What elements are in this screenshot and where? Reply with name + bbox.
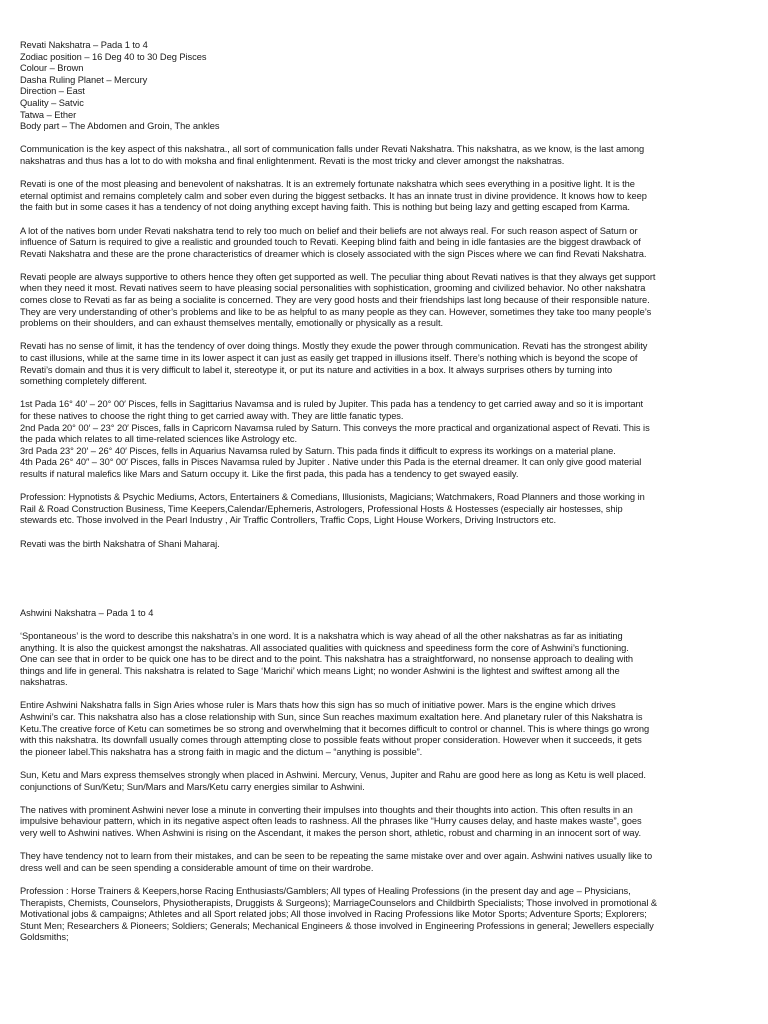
text-line: nakshatras. — [20, 677, 68, 688]
section-spacer — [20, 562, 746, 608]
text-line: They have tendency not to learn from their mistakes, and can be seen to be repeating the same mistake over and over again. Ashwini natives usually like to — [20, 851, 653, 862]
text-line: dress well and can be seen spending a considerable amount of time on their wardrobe. — [20, 862, 374, 873]
text-line: conjunctions of Sun/Ketu; Sun/Mars and Mars/Ketu carry energies similar to Ashwini. — [20, 781, 365, 792]
text-line: impulsive behaviour pattern, which in its negative aspect often leads to rashness. All the phrases like “Hurry causes delay, and haste makes waste”, goes — [20, 816, 642, 827]
text-line: Rail & Road Construction Business, Time Keepers,Calendar/Ephemeris, Astrologers, Professional Hosts & Hostesses (especially air hostesses, ship — [20, 503, 623, 514]
text-line: with this nakshatra. Its downfall usually comes through attempting close to possible feats without proper consideration. However when it succeeds, it gets — [20, 735, 642, 746]
text-line: The natives with prominent Ashwini never lose a minute in converting their impulses into thoughts and their thoughts into action. This often results in an — [20, 804, 633, 815]
header-line: Tatwa – Ether — [20, 109, 77, 120]
header-line: Direction – East — [20, 86, 85, 97]
paragraph — [20, 886, 746, 944]
header-line: Dasha Ruling Planet – Mercury — [20, 74, 148, 85]
text-line: Revati was the birth Nakshatra of Shani Maharaj. — [20, 538, 220, 549]
text-line: They are very understanding of other’s problems and like to be as helpful to as many people as they can. However, sometimes they take too many people’s — [20, 306, 652, 317]
text-line: ‘Spontaneous’ is the word to describe this nakshatra’s in one word. It is a nakshatra which is way ahead of all the other nakshatras as far as initiating — [20, 630, 623, 641]
text-line: Revati Nakshatra and these are the prone characteristics of dreamer which is closely associated with the sign Pisces where we can find Revati Nakshatra. — [20, 248, 647, 259]
paragraph — [20, 179, 746, 214]
paragraph — [20, 851, 746, 874]
text-line: Stunt Men; Researchers & Pioneers; Soldiers; Generals; Mechanical Engineers & those involved in Engineering Professions in general; Jewellers especially — [20, 920, 654, 931]
revati-header-block — [20, 40, 746, 133]
text-line: very well to Ashwini natives. When Ashwini is rising on the Ascendant, it makes the person short, athletic, robust and charming in an innocent sort of way. — [20, 828, 641, 838]
text-line: Revati has no sense of limit, it has the tendency of over doing things. Mostly they exude the power through communication. Revati has the strongest ability — [20, 341, 648, 352]
text-line: anything. It is also the quickest amongst the nakshatras. All associated qualities with quickness and speediness form the core of Ashwini’s functioning. — [20, 642, 629, 653]
text-line: Revati people are always supportive to others hence they often get supported as well. The peculiar thing about Revati natives is that they always get support — [20, 271, 656, 282]
paragraph — [20, 226, 746, 261]
text-line: Entire Ashwini Nakshatra falls in Sign Aries whose ruler is Mars thats how this sign has so much of initiative power. Mars is the engine which drives — [20, 700, 616, 711]
text-line: for these natives to choose the right thing to get carried away with. They are little fanatic types. — [20, 411, 404, 421]
document-body — [20, 40, 746, 956]
text-line: stewards etc. Those involved in the Pearl Industry , Air Traffic Controllers, Traffic Cops, Light House Workers, Driving Instructors etc. — [20, 515, 557, 526]
text-line: One can see that in order to be quick one has to be direct and to the point. This nakshatra has a straightforward, no nonsense approach to dealing with — [20, 654, 633, 665]
text-line: 1st Pada 16° 40′ – 20° 00′ Pisces, fells in Sagittarius Navamsa and is ruled by Jupiter. This pada has a tendency to get carried away and so it is important — [20, 399, 644, 410]
paragraph — [20, 399, 746, 480]
text-line: something completely different. — [20, 376, 147, 387]
text-line: things and life in general. This nakshatra is related to Sage ‘Marichi’ which means Light; no wonder Ashwini is the lightest and swiftest among all the — [20, 665, 620, 676]
text-line: nakshatras and thus has a lot to do with moksha and final enlightenment. Revati is the most tricky and clever amongst the nakshatras. — [20, 155, 565, 166]
text-line: Sun, Ketu and Mars express themselves strongly when placed in Ashwini. Mercury, Venus, Jupiter and Rahu are good here as long as Ketu is well placed. — [20, 770, 646, 781]
text-line: Revati is one of the most pleasing and benevolent of nakshatras. It is an extremely fortunate nakshatra which sees everything in a positive light. It is the — [20, 179, 635, 190]
text-line: Profession: Hypnotists & Psychic Mediums, Actors, Entertainers & Comedians, Illusionists, Magicians; Watchmakers, Road Planners and those working in — [20, 492, 645, 503]
text-line: the pada which relates to all time-related sciences like Astrology etc. — [20, 434, 298, 445]
header-line: Quality – Satvic — [20, 97, 84, 108]
text-line: the pioneer label.This nakshatra has a strong faith in magic and the dictum – “anything is possible”. — [20, 746, 423, 757]
text-line: problems on their shoulders, and can exhaust themselves mentally, emotionally or physically as a result. — [20, 318, 444, 329]
text-line: Communication is the key aspect of this nakshatra., all sort of communication falls under Revati Nakshatra. This nakshatra, as we know, is the last among — [20, 144, 645, 155]
text-line: Ashwini’s car. This nakshatra also has a close relationship with Sun, since Sun reaches maximum exaltation here. And planetary ruler of this Nakshatra is — [20, 712, 643, 723]
header-line: Body part – The Abdomen and Groin, The ankles — [20, 121, 220, 132]
text-line: eternal optimist and remains completely calm and sober even during the biggest setbacks. It has an innate trust in divine providence. It knows how to keep — [20, 190, 647, 201]
text-line: Goldsmiths; — [20, 932, 69, 943]
text-line: when they need it most. Revati natives seem to have pleasing social personalities with sophistication, grooming and civilized behavior. No other nakshatra — [20, 283, 646, 294]
paragraph — [20, 539, 746, 551]
text-line: comes close to Revati as far as being a socialite is concerned. They are very good hosts and their friendships last long because of their responsible nature. — [20, 295, 650, 306]
header-line: Colour – Brown — [20, 63, 84, 74]
paragraph — [20, 144, 746, 167]
text-line: Ketu.The creative force of Ketu can sometimes be so strong and overwhelming that it becomes difficult to control or channel. This is where things go wrong — [20, 723, 650, 734]
ashwini-section — [20, 631, 746, 944]
paragraph — [20, 805, 746, 840]
text-line: results if natural malefics like Mars and Saturn occupy it. Like the first pada, this pada has a tendency to get swayed easily. — [20, 468, 519, 479]
text-line: influence of Saturn is required to give a realistic and grounded touch to Revati. Keeping blind faith and being in idle fantasies are the biggest drawback of — [20, 237, 641, 248]
text-line: 4th Pada 26° 40″ – 30° 00′ Pisces, falls in Pisces Navamsa ruled by Jupiter . Native under this Pada is the eternal dreamer. It can only give good material — [20, 457, 642, 468]
text-line: Therapists, Chemists, Counselors, Physiotherapists, Druggists & Surgeons); MarriageCounselors and Childbirth Specialists; Those involved in promotional & — [20, 897, 658, 908]
text-line: Motivational jobs & campaigns; Athletes and all Sport related jobs; All those involved in Racing Professions like Motor Sports; Adventure Sports; Explorers; — [20, 909, 647, 920]
ashwini-header-block — [20, 608, 746, 620]
paragraph — [20, 272, 746, 330]
text-line: Revati’s domain and thus it is very difficult to label it, stereotype it, or put its nature and activities in a box. It always surprises others by turning into — [20, 364, 613, 375]
revati-section — [20, 144, 746, 550]
text-line: 3rd Pada 23° 20′ – 26° 40′ Pisces, fells in Aquarius Navamsa ruled by Saturn. This pada finds it difficult to express its workings on a material plane. — [20, 445, 616, 456]
paragraph — [20, 631, 746, 689]
paragraph — [20, 341, 746, 387]
text-line: 2nd Pada 20° 00′ – 23° 20′ Pisces, falls in Capricorn Navamsa ruled by Saturn. This conveys the more practical and organizational aspect of Revati. This is — [20, 422, 650, 433]
text-line: A lot of the natives born under Revati nakshatra tend to rely too much on belief and their beliefs are not always real. For such reason aspect of Saturn or — [20, 225, 638, 236]
header-line: Revati Nakshatra – Pada 1 to 4 — [20, 40, 148, 50]
paragraph — [20, 700, 746, 758]
text-line: Profession : Horse Trainers & Keepers,horse Racing Enthusiasts/Gamblers; All types of Healing Professions (in the present day and age – Physicians, — [20, 885, 631, 896]
text-line: the faith but in some cases it has a tendency of not doing anything except having faith. This is nothing but being lazy and getting escaped from Karma. — [20, 202, 630, 213]
paragraph — [20, 492, 746, 527]
paragraph — [20, 770, 746, 793]
header-line: Zodiac position – 16 Deg 40 to 30 Deg Pisces — [20, 51, 207, 62]
text-line: to cast illusions, while at the same time in its lower aspect it can just as easily get trapped in illusions itself. There’s nothing which is beyond the scope of — [20, 353, 638, 364]
header-line: Ashwini Nakshatra – Pada 1 to 4 — [20, 607, 154, 618]
